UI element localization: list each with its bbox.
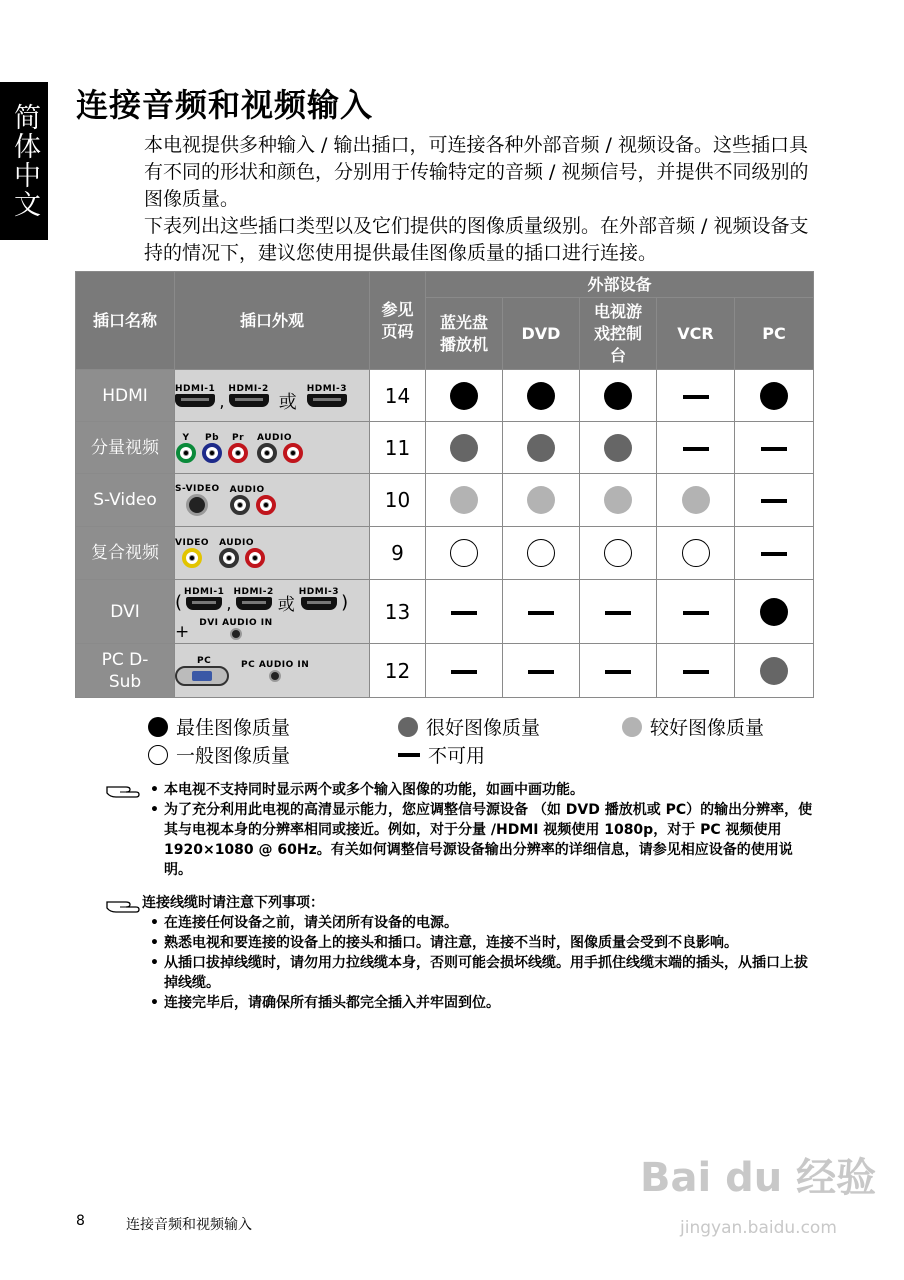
- rca-white-icon: [230, 495, 250, 515]
- header-device-pc: PC: [735, 298, 814, 370]
- quality-cell: [735, 527, 814, 580]
- quality-cell: [657, 527, 735, 580]
- note-item: • 熟悉电视和要连接的设备上的接头和插口。请注意，连接不当时，图像质量会受到不良影响。: [150, 933, 814, 953]
- row-page-composite: 9: [370, 527, 426, 580]
- not-available-dash-icon: [683, 670, 709, 674]
- page-number: 8: [76, 1213, 85, 1229]
- dvi-audio-label: DVI AUDIO IN: [199, 617, 273, 628]
- quality-cell: [426, 370, 503, 422]
- row-page-svideo: 10: [370, 474, 426, 527]
- legend-best: [148, 713, 290, 740]
- quality-cell: [657, 644, 735, 698]
- best-dot-icon: [148, 717, 168, 737]
- legend-best-label: 最佳图像质量: [176, 717, 291, 739]
- good-quality-dot-icon: [604, 434, 632, 462]
- not-available-dash-icon: [683, 395, 709, 399]
- y-label: Y: [182, 432, 190, 443]
- audio-label: AUDIO: [219, 538, 255, 548]
- row-name-component: 分量视频: [76, 422, 175, 474]
- quality-cell: [580, 644, 657, 698]
- note-item: • 在连接任何设备之前，请关闭所有设备的电源。: [150, 913, 814, 933]
- page-title: 连接音频和视频输入: [76, 86, 374, 124]
- hdmi3-label: HDMI-3: [298, 586, 340, 597]
- quality-cell: [657, 474, 735, 527]
- header-device-bluray: 蓝光盘播放机: [426, 298, 503, 370]
- hdmi-port-icon: [186, 597, 222, 610]
- audio-jack-icon: [269, 670, 281, 682]
- not-available-dash-icon: [528, 611, 554, 615]
- row-name-composite: 复合视频: [76, 527, 175, 580]
- best-quality-dot-icon: [604, 382, 632, 410]
- quality-cell: [426, 580, 503, 644]
- dash-icon: [398, 753, 420, 757]
- row-page-hdmi: 14: [370, 370, 426, 422]
- dvi-connector-illustration: [175, 580, 370, 644]
- hdmi-port-icon: [175, 394, 215, 407]
- quality-cell: [426, 422, 503, 474]
- pr-label: Pr: [231, 432, 245, 443]
- row-name-hdmi: HDMI: [76, 370, 175, 422]
- hdmi2-label: HDMI-2: [233, 586, 274, 597]
- best-quality-dot-icon: [760, 598, 788, 626]
- row-page-component: 11: [370, 422, 426, 474]
- rca-red-icon: [245, 548, 265, 568]
- hdmi1-label: HDMI-1: [175, 384, 216, 394]
- quality-cell: [426, 527, 503, 580]
- plus-sign: +: [175, 621, 190, 642]
- audio-label: AUDIO: [257, 432, 292, 443]
- legend-normal-label: 一般图像质量: [176, 745, 291, 767]
- header-port-name: 插口名称: [76, 272, 175, 370]
- rca-blue-icon: [202, 443, 222, 463]
- svideo-connector-illustration: [175, 474, 370, 527]
- row-name-dvi: DVI: [76, 580, 175, 644]
- not-available-dash-icon: [683, 611, 709, 615]
- legend-good-label: 很好图像质量: [426, 717, 541, 739]
- intro-paragraph-2: 下表列出这些插口类型以及它们提供的图像质量级别。在外部音频 / 视频设备支持的情况下，建议您使用提供最佳图像质量的插口进行连接。: [144, 215, 809, 264]
- quality-cell: [503, 644, 580, 698]
- quality-cell: [426, 644, 503, 698]
- hdmi-connector-illustration: [175, 370, 370, 422]
- good-quality-dot-icon: [527, 434, 555, 462]
- or-text: 或: [277, 594, 295, 615]
- audio-jack-icon: [230, 628, 242, 640]
- hdmi-port-icon: [236, 597, 272, 610]
- component-connector-illustration: [175, 422, 370, 474]
- quality-cell: [503, 370, 580, 422]
- not-available-dash-icon: [451, 670, 477, 674]
- not-available-dash-icon: [605, 611, 631, 615]
- quality-cell: [503, 580, 580, 644]
- quality-cell: [735, 644, 814, 698]
- normal-quality-dot-icon: [604, 539, 632, 567]
- table-row: [76, 370, 814, 422]
- fair-quality-dot-icon: [604, 486, 632, 514]
- quality-cell: [657, 370, 735, 422]
- footer-section-title: 连接音频和视频输入: [126, 1217, 252, 1233]
- watermark-url: jingyan.baidu.com: [680, 1218, 837, 1238]
- rca-green-icon: [176, 443, 196, 463]
- not-available-dash-icon: [761, 447, 787, 451]
- vga-port-icon: [175, 666, 229, 686]
- legend-normal: [148, 741, 290, 768]
- good-dot-icon: [398, 717, 418, 737]
- table-row: [76, 580, 814, 644]
- normal-quality-dot-icon: [682, 539, 710, 567]
- close-paren: ): [341, 591, 349, 613]
- quality-cell: [580, 527, 657, 580]
- notes-section-2: [142, 893, 814, 1013]
- pb-label: Pb: [204, 432, 220, 443]
- notes-title: 连接线缆时请注意下列事项：: [142, 895, 324, 911]
- quality-cell: [657, 422, 735, 474]
- row-name-pc-dsub: PC D-Sub: [76, 644, 175, 698]
- good-quality-dot-icon: [450, 434, 478, 462]
- fair-quality-dot-icon: [450, 486, 478, 514]
- video-label: VIDEO: [175, 538, 210, 548]
- quality-cell: [580, 422, 657, 474]
- not-available-dash-icon: [605, 670, 631, 674]
- intro-text: [144, 132, 812, 267]
- row-name-svideo: S-Video: [76, 474, 175, 527]
- pc-audio-label: PC AUDIO IN: [241, 659, 310, 670]
- rca-red-icon: [283, 443, 303, 463]
- fair-quality-dot-icon: [682, 486, 710, 514]
- pc-connector-illustration: [175, 644, 370, 698]
- quality-cell: [657, 580, 735, 644]
- header-device-vcr: VCR: [657, 298, 735, 370]
- header-port-appearance: 插口外观: [175, 272, 370, 370]
- quality-cell: [580, 370, 657, 422]
- table-row: [76, 527, 814, 580]
- quality-cell: [580, 474, 657, 527]
- row-page-pc-dsub: 12: [370, 644, 426, 698]
- hdmi-port-icon: [307, 394, 347, 407]
- header-external-devices: 外部设备: [426, 272, 814, 298]
- good-quality-dot-icon: [760, 657, 788, 685]
- legend-fair: [622, 713, 764, 740]
- connector-quality-table: [75, 271, 814, 698]
- svideo-port-icon: [186, 494, 208, 516]
- not-available-dash-icon: [761, 552, 787, 556]
- not-available-dash-icon: [451, 611, 477, 615]
- or-text: 或: [278, 391, 297, 413]
- header-device-game-console: 电视游戏控制台: [580, 298, 657, 370]
- separator-comma: ,: [226, 593, 232, 613]
- notes-section-1: [150, 780, 814, 880]
- normal-circle-icon: [148, 745, 168, 765]
- legend-na: [398, 741, 485, 768]
- quality-cell: [426, 474, 503, 527]
- legend-good: [398, 713, 540, 740]
- rca-red-icon: [228, 443, 248, 463]
- quality-cell: [503, 527, 580, 580]
- open-paren: (: [175, 591, 183, 613]
- table-row: [76, 474, 814, 527]
- not-available-dash-icon: [683, 447, 709, 451]
- quality-cell: [735, 370, 814, 422]
- audio-label: AUDIO: [229, 485, 265, 495]
- pointing-hand-icon: [106, 781, 140, 799]
- best-quality-dot-icon: [527, 382, 555, 410]
- table-row: [76, 422, 814, 474]
- quality-cell: [503, 474, 580, 527]
- note-item: • 连接完毕后，请确保所有插头都完全插入并牢固到位。: [150, 993, 814, 1013]
- pc-label: PC: [197, 655, 212, 666]
- fair-dot-icon: [622, 717, 642, 737]
- normal-quality-dot-icon: [450, 539, 478, 567]
- svideo-label: S-VIDEO: [175, 484, 220, 494]
- quality-cell: [580, 580, 657, 644]
- note-item: • 从插口拔掉线缆时，请勿用力拉线缆本身，否则可能会损坏线缆。用手抓住线缆末端的插头，从插口上拔掉线缆。: [150, 953, 814, 993]
- hdmi-port-icon: [301, 597, 337, 610]
- intro-paragraph-1: 本电视提供多种输入 / 输出插口，可连接各种外部音频 / 视频设备。这些插口具有不同的形状和颜色，分别用于传输特定的音频 / 视频信号，并提供不同级别的图像质量。: [144, 134, 809, 210]
- note-item: • 本电视不支持同时显示两个或多个输入图像的功能，如画中画功能。: [150, 780, 814, 800]
- quality-cell: [735, 580, 814, 644]
- separator-comma: ,: [219, 392, 225, 411]
- best-quality-dot-icon: [450, 382, 478, 410]
- composite-connector-illustration: [175, 527, 370, 580]
- hdmi3-label: HDMI-3: [306, 384, 348, 394]
- quality-cell: [503, 422, 580, 474]
- not-available-dash-icon: [528, 670, 554, 674]
- row-page-dvi: 13: [370, 580, 426, 644]
- note-item: • 为了充分利用此电视的高清显示能力，您应调整信号源设备 （如 DVD 播放机或 PC）的输出分辨率，使其与电视本身的分辨率相同或接近。例如，对于分量 /HDMI 视频使用 1080p，对于 PC 视频使用 1920×1080 @ 60Hz。有关如何调整信号源设备输出分辨率的详细信息，请参见相应设备的使用说明。: [150, 800, 814, 880]
- header-page-ref: 参见页码: [370, 272, 426, 370]
- hdmi2-label: HDMI-2: [228, 384, 269, 394]
- rca-red-icon: [256, 495, 276, 515]
- quality-cell: [735, 422, 814, 474]
- normal-quality-dot-icon: [527, 539, 555, 567]
- hdmi-port-icon: [229, 394, 269, 407]
- hdmi1-label: HDMI-1: [184, 586, 225, 597]
- table-row: [76, 644, 814, 698]
- rca-yellow-icon: [182, 548, 202, 568]
- legend-na-label: 不可用: [428, 745, 486, 767]
- language-tab: 简体中文: [0, 82, 48, 240]
- quality-cell: [735, 474, 814, 527]
- rca-white-icon: [219, 548, 239, 568]
- not-available-dash-icon: [761, 499, 787, 503]
- legend-fair-label: 较好图像质量: [650, 717, 765, 739]
- pointing-hand-icon: [106, 896, 140, 914]
- watermark-logo: Bai du 经验: [640, 1155, 877, 1201]
- best-quality-dot-icon: [760, 382, 788, 410]
- fair-quality-dot-icon: [527, 486, 555, 514]
- header-device-dvd: DVD: [503, 298, 580, 370]
- rca-white-icon: [257, 443, 277, 463]
